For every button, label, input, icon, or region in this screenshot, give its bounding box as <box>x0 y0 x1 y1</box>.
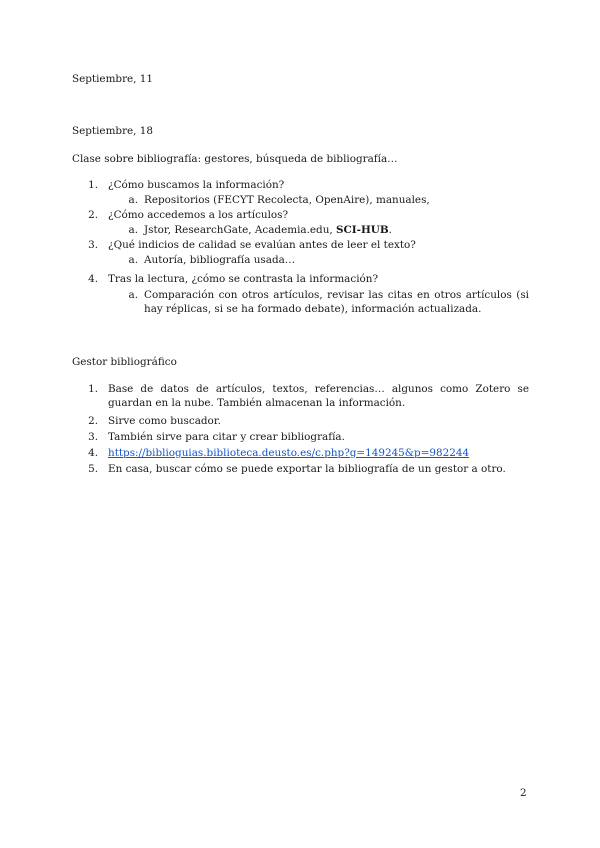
list-item: Base de datos de artículos, textos, referencias… algunos como Zotero se guardan en la nube. También almacenan la información. <box>108 383 529 409</box>
list-number: 4. <box>88 447 98 459</box>
sub-list-marker: a. <box>128 194 138 206</box>
sub-list-item: Repositorios (FECYT Recolecta, OpenAire), manuales, <box>144 194 430 206</box>
list-item: ¿Qué indicios de calidad se evalúan antes de leer el texto? <box>108 239 416 251</box>
page-number: 2 <box>520 787 527 799</box>
sub-list-marker: a. <box>128 224 138 236</box>
sub-list-item: Autoría, bibliografía usada… <box>144 254 296 266</box>
sub-list-item: Comparación con otros artículos, revisar las citas en otros artículos (si hay réplicas, si se ha formado debate), información actualizada. <box>144 289 529 315</box>
list-number: 1. <box>88 179 98 191</box>
list-number: 3. <box>88 239 98 251</box>
list-item: Sirve como buscador. <box>108 415 221 427</box>
list-number: 2. <box>88 209 98 221</box>
list-number: 4. <box>88 273 98 285</box>
list-number: 3. <box>88 431 98 443</box>
list-item: ¿Cómo buscamos la información? <box>108 179 285 191</box>
date-heading-2: Septiembre, 18 <box>72 125 154 137</box>
list-item: En casa, buscar cómo se puede exportar la bibliografía de un gestor a otro. <box>108 463 506 475</box>
sub-list-text: Jstor, ResearchGate, Academia.edu, <box>144 224 337 236</box>
biblioguias-link[interactable]: https://biblioguias.biblioteca.deusto.es/c.php?g=149245&p=982244 <box>108 447 470 459</box>
section-heading: Gestor bibliográfico <box>72 356 177 368</box>
list-item: ¿Cómo accedemos a los artículos? <box>108 209 289 221</box>
sub-list-marker: a. <box>128 289 138 301</box>
date-heading-1: Septiembre, 11 <box>72 73 154 85</box>
class-intro: Clase sobre bibliografía: gestores, búsqueda de bibliografía… <box>72 153 398 165</box>
list-number: 1. <box>88 383 98 395</box>
list-item: También sirve para citar y crear bibliografía. <box>108 431 345 443</box>
list-number: 2. <box>88 415 98 427</box>
sub-list-item <box>144 223 392 237</box>
sub-list-marker: a. <box>128 254 138 266</box>
list-item: Tras la lectura, ¿cómo se contrasta la información? <box>108 273 379 285</box>
sub-list-text-end: . <box>388 224 392 236</box>
sci-hub-bold-text: SCI-HUB <box>336 224 389 236</box>
list-number: 5. <box>88 463 98 475</box>
